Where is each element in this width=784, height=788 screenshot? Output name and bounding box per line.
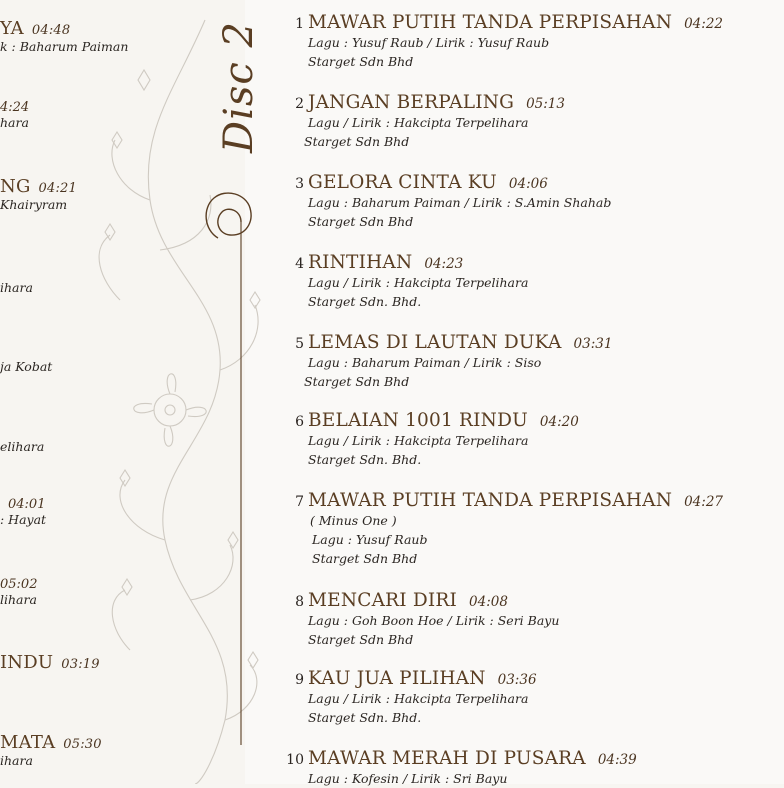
- track-number: 5: [295, 336, 304, 352]
- track-title: BELAIAN 1001 RINDU: [308, 410, 528, 431]
- track-duration: 05:13: [526, 96, 565, 112]
- track-3: [280, 172, 780, 231]
- track-number: 7: [295, 494, 304, 510]
- track-number: 10: [286, 752, 304, 768]
- track-4: [280, 252, 780, 311]
- track-number: 6: [295, 414, 304, 430]
- track-title: MAWAR PUTIH TANDA PERPISAHAN: [308, 490, 673, 511]
- track-title: RINTIHAN: [308, 252, 413, 273]
- track-title: LEMAS DI LAUTAN DUKA: [308, 332, 562, 353]
- track-duration: 04:06: [508, 176, 548, 192]
- track-title: KAU JUA PILIHAN: [308, 668, 486, 689]
- track-title: MAWAR MERAH DI PUSARA: [308, 748, 586, 769]
- track-number: 4: [295, 256, 304, 272]
- track-publisher: Starget Sdn Bhd: [304, 134, 410, 149]
- track-duration: 03:36: [497, 672, 537, 688]
- track-title: JANGAN BERPALING: [308, 92, 515, 113]
- left-fragment-9: INDU 03:19: [0, 652, 100, 673]
- track-title: MAWAR PUTIH TANDA PERPISAHAN: [308, 12, 673, 33]
- track-number: 9: [295, 672, 304, 688]
- left-fragment-7: 04:01 : Hayat: [0, 497, 47, 527]
- track-number: 8: [295, 594, 304, 610]
- track-credits: Lagu : Yusuf Raub / Lirik : Yusuf Raub: [308, 35, 550, 50]
- track-8: [280, 590, 780, 649]
- track-number: 3: [295, 176, 304, 192]
- track-duration: 04:20: [539, 414, 579, 430]
- track-7: [280, 490, 780, 568]
- left-fragment-10: MATA 05:30 ihara: [0, 732, 102, 768]
- track-6: [280, 410, 780, 469]
- left-fragment-3: NG 04:21 Khairyram: [0, 176, 77, 212]
- track-credits: Lagu : Goh Boon Hoe / Lirik : Seri Bayu: [308, 613, 560, 628]
- left-fragment-5: ja Kobat: [0, 359, 53, 374]
- track-credits: Lagu : Yusuf Raub: [312, 532, 428, 547]
- track-number: 2: [295, 96, 304, 112]
- track-credits: Lagu / Lirik : Hakcipta Terpelihara: [308, 275, 529, 290]
- track-9: [280, 668, 780, 727]
- track-title: GELORA CINTA KU: [308, 172, 497, 193]
- left-fragment-4: ihara: [0, 280, 33, 295]
- left-fragment-2: 4:24 hara: [0, 100, 30, 130]
- track-credits: Lagu / Lirik : Hakcipta Terpelihara: [308, 691, 529, 706]
- track-publisher: Starget Sdn. Bhd.: [308, 710, 422, 725]
- track-duration: 04:23: [424, 256, 464, 272]
- track-publisher: Starget Sdn Bhd: [308, 54, 414, 69]
- track-publisher: Starget Sdn. Bhd.: [308, 294, 422, 309]
- track-duration: 03:31: [573, 336, 613, 352]
- track-number: 1: [295, 16, 304, 32]
- track-credits: Lagu : Baharum Paiman / Lirik : S.Amin Shahab: [308, 195, 612, 210]
- track-note: ( Minus One ): [310, 513, 397, 528]
- track-publisher: Starget Sdn Bhd: [304, 374, 410, 389]
- track-duration: 04:27: [684, 494, 723, 510]
- track-credits: Lagu / Lirik : Hakcipta Terpelihara: [308, 115, 529, 130]
- left-fragment-6: elihara: [0, 439, 45, 454]
- track-credits: Lagu : Kofesin / Lirik : Sri Bayu: [308, 771, 508, 786]
- track-1: [280, 12, 780, 71]
- track-5: [280, 332, 780, 391]
- track-credits: Lagu : Baharum Paiman / Lirik : Siso: [308, 355, 542, 370]
- track-publisher: Starget Sdn Bhd: [308, 214, 414, 229]
- track-publisher: Starget Sdn Bhd: [308, 632, 414, 647]
- track-10: [280, 748, 780, 788]
- track-duration: 04:22: [684, 16, 723, 32]
- track-2: [280, 92, 780, 151]
- track-publisher: Starget Sdn Bhd: [312, 551, 418, 566]
- disc-label: Disc 2: [216, 21, 262, 153]
- track-publisher: Starget Sdn. Bhd.: [308, 452, 422, 467]
- track-title: MENCARI DIRI: [308, 590, 458, 611]
- track-duration: 04:39: [597, 752, 637, 768]
- track-credits: Lagu / Lirik : Hakcipta Terpelihara: [308, 433, 529, 448]
- left-fragment-8: 05:02 lihara: [0, 577, 38, 607]
- track-duration: 04:08: [469, 594, 508, 610]
- left-fragment-1: YA 04:48 k : Baharum Paiman: [0, 18, 129, 54]
